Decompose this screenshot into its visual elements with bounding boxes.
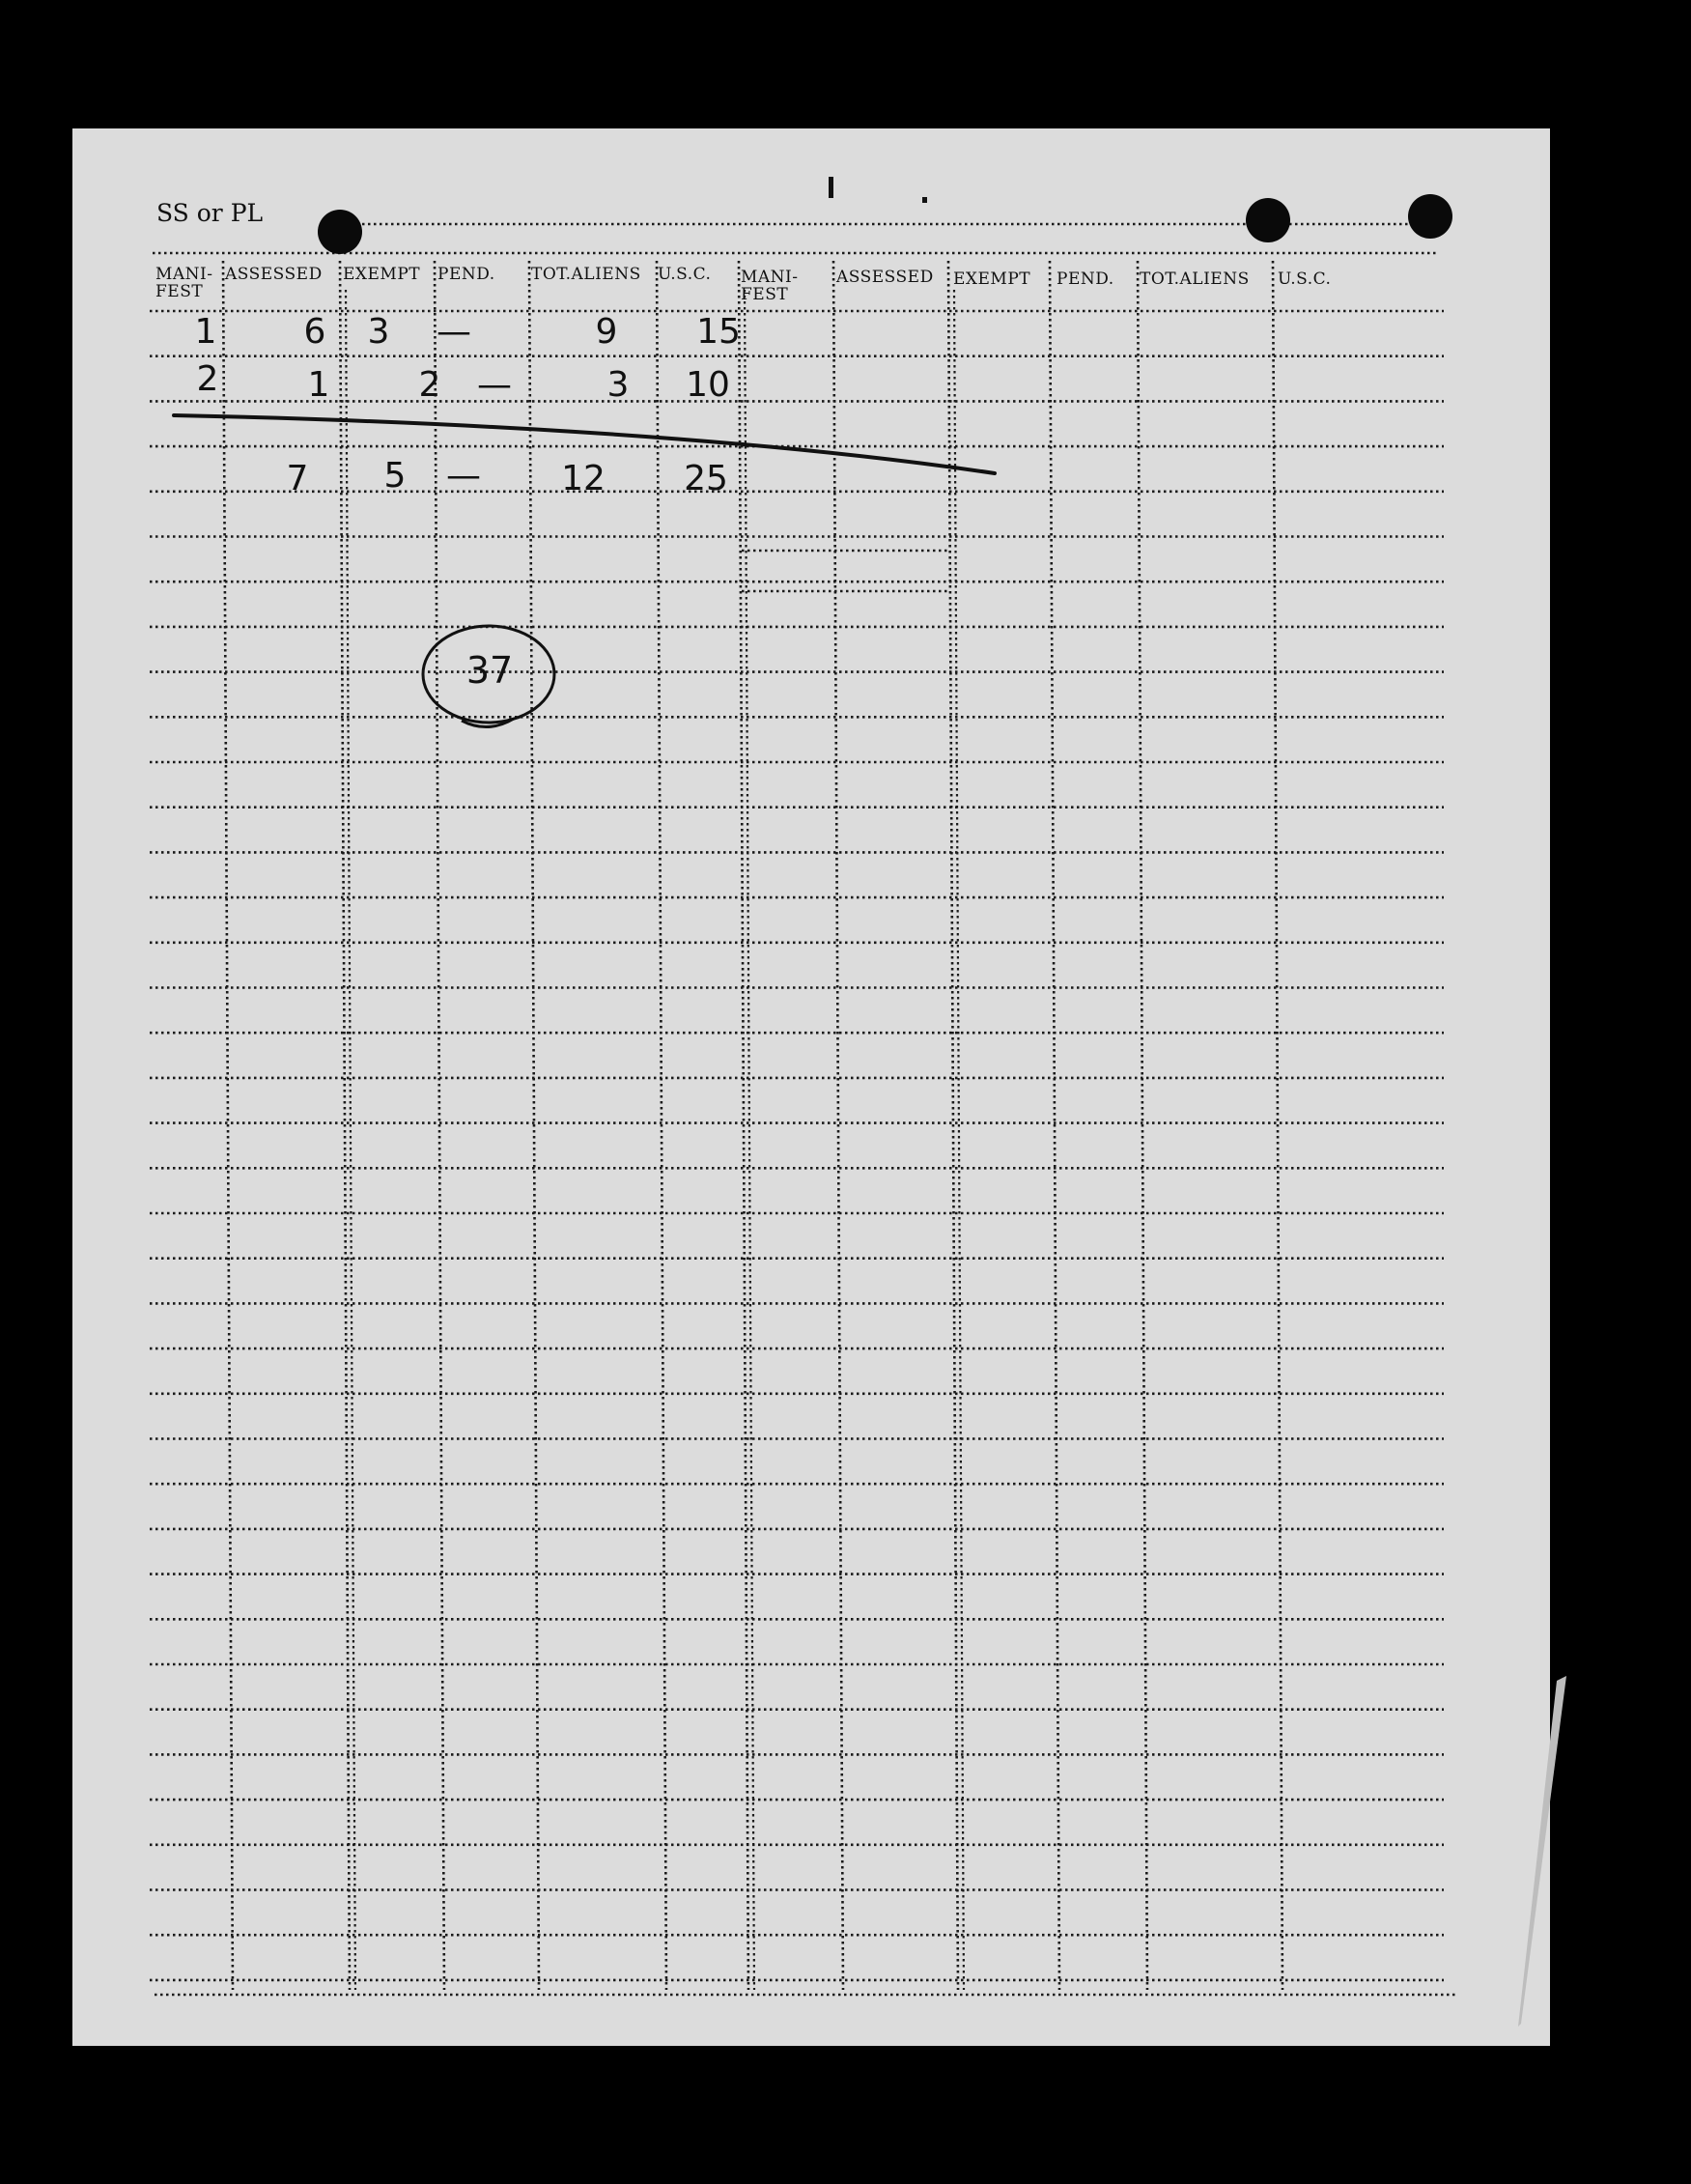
header-pend-1: PEND. xyxy=(437,265,495,284)
header-assessed-2: ASSESSED xyxy=(836,268,934,287)
header-exempt-1: EXEMPT xyxy=(343,265,421,284)
grand-total-circle xyxy=(423,626,554,723)
total-assessed: 7 xyxy=(286,459,309,498)
entry-1-manifest: 1 xyxy=(194,312,217,352)
vessel-label: SS or PL xyxy=(156,199,264,227)
header-usc-2: U.S.C. xyxy=(1278,269,1332,289)
header-exempt-2: EXEMPT xyxy=(953,269,1031,289)
total-tot-aliens: 12 xyxy=(561,459,606,498)
header-usc-1: U.S.C. xyxy=(658,265,712,284)
total-usc: 25 xyxy=(684,459,728,498)
entry-1-pend: — xyxy=(437,312,471,352)
entry-1-usc: 15 xyxy=(696,312,741,352)
entry-2-assessed: 1 xyxy=(307,365,330,405)
header-assessed-1: ASSESSED xyxy=(225,265,323,284)
total-underline xyxy=(174,415,995,473)
entry-2-exempt: 2 xyxy=(418,365,441,405)
entry-1-tot-aliens: 9 xyxy=(595,312,618,352)
header-pend-2: PEND. xyxy=(1057,269,1114,289)
entry-2-pend: — xyxy=(477,365,512,405)
grand-total: 37 xyxy=(465,649,514,692)
ink-mark xyxy=(829,177,833,198)
total-exempt: 5 xyxy=(383,456,407,496)
entry-2-manifest: 2 xyxy=(196,359,219,399)
entry-1-exempt: 3 xyxy=(367,312,390,352)
page-curl xyxy=(1518,1676,1566,2027)
entry-2-usc: 10 xyxy=(686,365,730,405)
header-manifest-1: MANI- FEST xyxy=(155,265,213,301)
header-manifest-2: MANI- FEST xyxy=(741,268,799,304)
header-tot-aliens-1: TOT.ALIENS xyxy=(531,265,641,284)
entry-2-tot-aliens: 3 xyxy=(606,365,630,405)
entry-1-assessed: 6 xyxy=(303,312,326,352)
ink-mark xyxy=(922,197,927,203)
total-pend: — xyxy=(446,456,481,496)
header-tot-aliens-2: TOT.ALIENS xyxy=(1140,269,1250,289)
